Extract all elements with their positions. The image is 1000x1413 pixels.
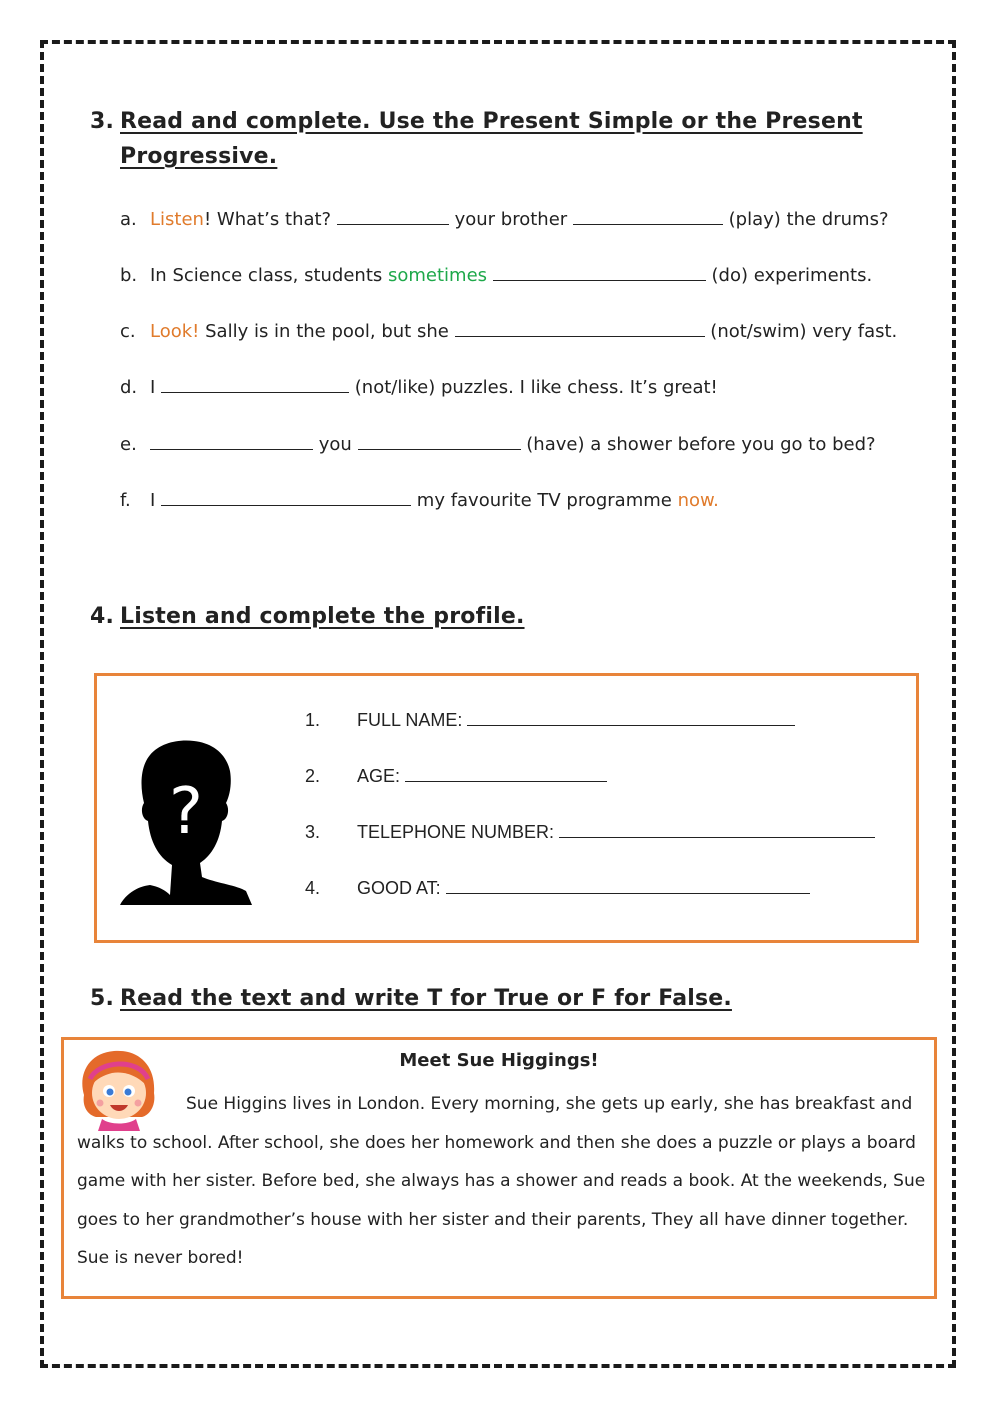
story-title: Meet Sue Higgings!: [399, 1050, 599, 1071]
item-text: your brother: [454, 209, 568, 230]
highlight-word: now.: [677, 490, 719, 511]
exercise-item-d: [120, 376, 718, 400]
exercise-item-e: [120, 433, 876, 457]
item-text: (not/swim) very fast.: [710, 321, 898, 342]
highlight-word: Look!: [150, 321, 200, 342]
section-title: Read the text and write T for True or F for False.: [120, 986, 732, 1011]
highlight-word: Listen: [150, 209, 204, 230]
exercise-item-c: [120, 320, 897, 344]
telephone-blank[interactable]: [559, 821, 875, 838]
item-text: (not/like) puzzles. I like chess. It’s great!: [354, 377, 718, 398]
profile-field-age: [305, 764, 607, 788]
item-text: my favourite TV programme: [416, 490, 672, 511]
field-number: 1.: [305, 710, 321, 730]
section-title: Read and complete. Use the Present Simple or the Present: [120, 109, 863, 134]
item-text: I: [150, 490, 156, 511]
question-mark: ?: [169, 775, 203, 849]
section-3-heading: [90, 104, 863, 174]
section-title-cont: Progressive.: [120, 144, 278, 169]
answer-blank[interactable]: [161, 489, 411, 506]
story-line: goes to her grandmother’s house with her sister and their parents, They all have dinner together.: [77, 1210, 909, 1230]
section-number: 5.: [90, 986, 115, 1011]
item-text: (have) a shower before you go to bed?: [526, 434, 876, 455]
answer-blank[interactable]: [337, 208, 449, 225]
field-label: FULL NAME:: [357, 710, 463, 730]
profile-field-telephone: [305, 820, 875, 844]
answer-blank[interactable]: [358, 433, 521, 450]
field-label: GOOD AT:: [357, 878, 441, 898]
exercise-item-b: [120, 264, 872, 288]
profile-field-full-name: [305, 708, 795, 732]
field-number: 4.: [305, 878, 321, 898]
highlight-word: sometimes: [388, 265, 488, 286]
full-name-blank[interactable]: [467, 709, 795, 726]
answer-blank[interactable]: [493, 264, 706, 281]
answer-blank[interactable]: [455, 320, 705, 337]
unknown-person-icon: [120, 737, 252, 905]
answer-blank[interactable]: [150, 433, 313, 450]
item-text: (do) experiments.: [711, 265, 873, 286]
age-blank[interactable]: [405, 765, 607, 782]
item-text: I: [150, 377, 156, 398]
section-4-heading: [90, 599, 525, 634]
section-title: Listen and complete the profile.: [120, 604, 525, 629]
item-text: Sally is in the pool, but she: [205, 321, 449, 342]
answer-blank[interactable]: [573, 208, 723, 225]
section-5-heading: [90, 981, 732, 1016]
item-letter: d.: [120, 377, 138, 398]
story-line: Sue is never bored!: [77, 1248, 244, 1268]
story-line: Sue Higgins lives in London. Every morning, she gets up early, she has breakfast and: [186, 1094, 913, 1114]
item-text: (play) the drums?: [728, 209, 889, 230]
item-letter: f.: [120, 490, 131, 511]
section-number: 4.: [90, 604, 115, 629]
field-label: AGE:: [357, 766, 401, 786]
item-text: you: [318, 434, 352, 455]
field-number: 3.: [305, 822, 321, 842]
item-letter: a.: [120, 209, 137, 230]
exercise-item-f: [120, 489, 719, 513]
field-number: 2.: [305, 766, 321, 786]
item-letter: e.: [120, 434, 137, 455]
section-number: 3.: [90, 109, 115, 134]
item-letter: c.: [120, 321, 136, 342]
profile-field-good-at: [305, 876, 810, 900]
answer-blank[interactable]: [161, 376, 349, 393]
story-line: walks to school. After school, she does her homework and then she does a puzzle or plays a board: [77, 1133, 916, 1153]
exercise-item-a: [120, 208, 889, 232]
item-text: ! What’s that?: [203, 209, 332, 230]
item-text: In Science class, students: [150, 265, 383, 286]
story-line: game with her sister. Before bed, she always has a shower and reads a book. At the weekends, Sue: [77, 1171, 926, 1191]
good-at-blank[interactable]: [446, 877, 810, 894]
item-letter: b.: [120, 265, 138, 286]
field-label: TELEPHONE NUMBER:: [357, 822, 555, 842]
